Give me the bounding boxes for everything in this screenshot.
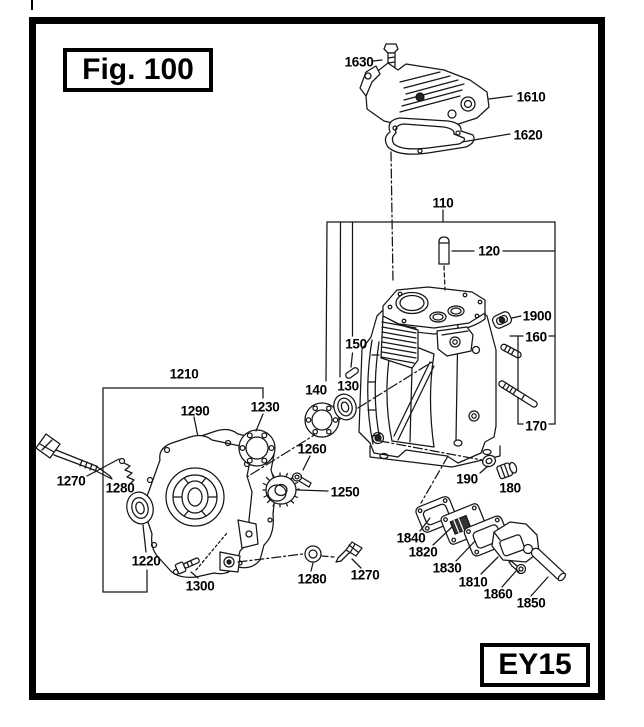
part-label-1230: 1230 xyxy=(250,399,280,415)
part-label-1250: 1250 xyxy=(330,484,360,500)
drain-plug-180 xyxy=(496,461,518,480)
stud-160 xyxy=(500,336,555,424)
figure-number-box xyxy=(63,48,213,92)
part-label-1270-dipstick: 1270 xyxy=(56,473,86,489)
stud-170 xyxy=(498,380,555,424)
dowel-pin-120 xyxy=(439,237,554,290)
part-label-1610: 1610 xyxy=(516,89,546,105)
part-label-190: 190 xyxy=(456,471,478,487)
part-label-110: 110 xyxy=(432,195,454,211)
part-label-1220: 1220 xyxy=(131,553,161,569)
part-label-1820: 1820 xyxy=(408,544,438,560)
part-label-1850: 1850 xyxy=(516,595,546,611)
part-label-130: 130 xyxy=(337,378,359,394)
head-axis-line xyxy=(391,152,393,282)
part-label-160: 160 xyxy=(525,329,547,345)
oil-dipstick-1270 xyxy=(36,434,119,479)
part-label-1630: 1630 xyxy=(344,54,374,70)
model-code: EY15 xyxy=(498,648,572,681)
bolt-1860 xyxy=(509,561,526,574)
plug-1900 xyxy=(491,310,521,329)
model-code-box xyxy=(480,643,590,687)
part-label-1620: 1620 xyxy=(513,127,543,143)
part-label-120: 120 xyxy=(478,243,500,259)
part-label-170: 170 xyxy=(525,418,547,434)
part-label-1900: 1900 xyxy=(522,308,552,324)
woodruff-key-150 xyxy=(345,367,360,380)
part-label-1860: 1860 xyxy=(483,586,513,602)
part-label-150: 150 xyxy=(345,336,367,352)
oil-plug-1270 xyxy=(322,542,362,568)
part-label-1270-plug: 1270 xyxy=(350,567,380,583)
ball-bearing-1230 xyxy=(239,414,275,466)
cylinder-head-1610 xyxy=(360,63,489,128)
part-label-1810: 1810 xyxy=(458,574,488,590)
part-label-1260: 1260 xyxy=(297,441,327,457)
part-label-1290: 1290 xyxy=(180,403,210,419)
reed-valve-assembly xyxy=(414,456,566,596)
part-label-1300: 1300 xyxy=(185,578,215,594)
part-label-1830: 1830 xyxy=(432,560,462,576)
gear-bolt-1260 xyxy=(293,456,312,487)
part-label-1840: 1840 xyxy=(396,530,426,546)
part-label-1280-spring: 1280 xyxy=(105,480,135,496)
cylinder-block-110 xyxy=(359,287,500,467)
part-label-1280-washer: 1280 xyxy=(297,571,327,587)
part-label-1210: 1210 xyxy=(169,366,199,382)
part-label-140: 140 xyxy=(305,382,327,398)
figure-title: Fig. 100 xyxy=(82,53,194,86)
governor-spring-1280 xyxy=(120,459,135,485)
part-label-180: 180 xyxy=(499,480,521,496)
